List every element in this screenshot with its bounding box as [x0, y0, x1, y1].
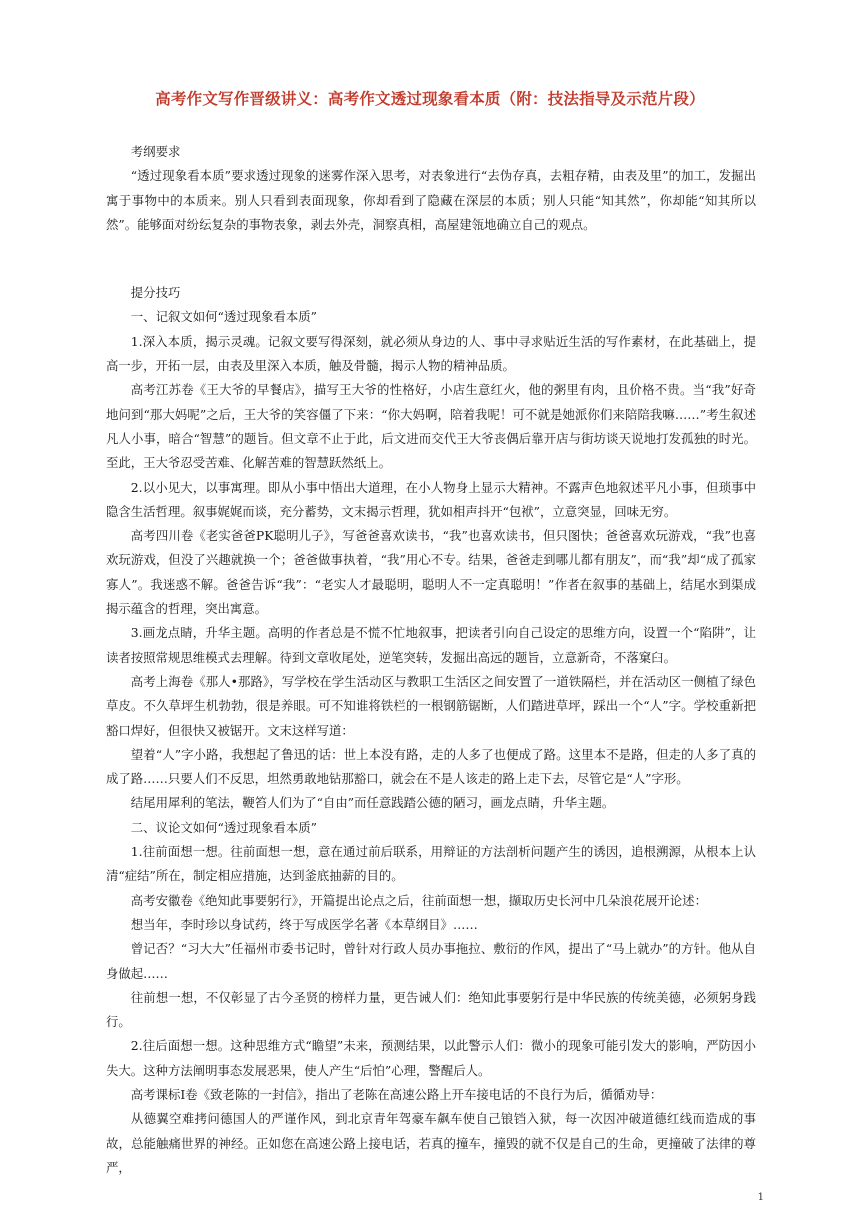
paragraph: 1.深入本质，揭示灵魂。记叙文要写得深刻，就必须从身边的人、事中寻求贴近生活的写作素材，在此基础上，提高一步，开拓一层，由表及里深入本质，触及骨髓，揭示人物的精神品质。 [106, 333, 756, 374]
paragraph: 往前想一想，不仅彰显了古今圣贤的榜样力量，更告诫人们：绝知此事要躬行是中华民族的传统美德，必须躬身践行。 [106, 989, 756, 1030]
paragraph: 望着“人”字小路，我想起了鲁迅的话：世上本没有路，走的人多了也便成了路。这里本不是路，但走的人多了真的成了路……只要人们不反思，坦然勇敢地钻那豁口，就会在不是人该走的路上走下去，尽管它是“人”字形。 [106, 746, 756, 787]
page-number: 1 [757, 1192, 764, 1203]
paragraph: 高考上海卷《那人•那路》，写学校在学生活动区与教职工生活区之间安置了一道铁隔栏，并在活动区一侧植了绿色草皮。不久草坪生机勃勃，很是养眼。可不知谁将铁栏的一根钢筋锯断，人们踏进草坪，踩出一个“人”字。学校重新把豁口焊好，但很快又被锯开。文末这样写道： [106, 673, 756, 738]
paragraph: “透过现象看本质”要求透过现象的迷雾作深入思考，对表象进行“去伪存真，去粗存精，由表及里”的加工，发掘出寓于事物中的本质来。别人只看到表面现象，你却看到了隐藏在深层的本质；别人只能“知其然”，你却能“知其所以然”。能够面对纷纭复杂的事物表象，剥去外壳，洞察真相，高屋建瓴地确立自己的观点。 [106, 168, 756, 232]
section-heading-requirements: 考纲要求 [130, 144, 181, 159]
paragraph: 3.画龙点睛，升华主题。高明的作者总是不慌不忙地叙事，把读者引向自己设定的思维方向，设置一个“陷阱”，让读者按照常规思维模式去理解。待到文章收尾处，逆笔突转，发掘出高远的题旨，立意新奇，不落窠臼。 [106, 625, 756, 665]
document-body [106, 140, 756, 1180]
paragraph: 2.以小见大，以事寓理。即从小事中悟出大道理，在小人物身上显示大精神。不露声色地叙述平凡小事，但琐事中隐含生活哲理。叙事娓娓而谈，充分蓄势，文末揭示哲理，犹如相声抖开“包袱”，立意突显，回味无穷。 [106, 479, 756, 519]
paragraph: 从德翼空难拷问德国人的严谨作风，到北京青年驾豪车飙车使自己锒铛入狱，每一次因冲破道德红线而造成的事故，总能触痛世界的神经。正如您在高速公路上接电话，若真的撞车，撞毁的就不仅是自己的生命，更撞破了法律的尊严， [106, 1111, 756, 1175]
paragraph: 想当年，李时珍以身试药，终于写成医学名著《本草纲目》…… [130, 916, 478, 932]
paragraph-list [106, 305, 756, 1180]
section-heading-tips: 提分技巧 [130, 285, 181, 301]
paragraph: 高考课标Ⅰ卷《致老陈的一封信》，指出了老陈在高速公路上开车接电话的不良行为后，循循劝导： [130, 1086, 663, 1102]
paragraph: 2.往后面想一想。这种思维方式“瞻望”未来，预测结果，以此警示人们：微小的现象可能引发大的影响，严防因小失大。这种方法阐明事态发展恶果，使人产生“后怕”心理，警醒后人。 [106, 1038, 756, 1078]
paragraph: 曾记否？“习大大”任福州市委书记时，曾针对行政人员办事拖拉、敷衍的作风，提出了“马上就办”的方针。他从自身做起…… [106, 941, 756, 981]
paragraph: 高考安徽卷《绝知此事要躬行》，开篇提出论点之后，往前面想一想，撷取历史长河中几朵浪花展开论述： [130, 892, 707, 908]
paragraph: 高考江苏卷《王大爷的早餐店》，描写王大爷的性格好，小店生意红火，他的粥里有肉，且价格不贵。当“我”好奇地问到“那大妈呢”之后，王大爷的笑容僵了下来：“你大妈啊，陪着我呢！可不就是她派你们来陪陪我嘛……”考生叙述凡人小事，暗合“智慧”的题旨。但文章不止于此，后文进而交代王大爷丧偶后靠开店与街坊谈天说地打发孤独的时光。至此，王大爷忍受苦难、化解苦难的智慧跃然纸上。 [106, 382, 756, 471]
paragraph: 一、记叙文如何“透过现象看本质” [130, 309, 317, 325]
paragraph: 1.往前面想一想。往前面想一想，意在通过前后联系，用辩证的方法剖析问题产生的诱因，追根溯源，从根本上认清“症结”所在，制定相应措施，达到釜底抽薪的目的。 [106, 844, 756, 884]
paragraph: 结尾用犀利的笔法，鞭笞人们为了“自由”而任意践踏公德的陋习，画龙点睛，升华主题。 [130, 795, 615, 811]
paragraph: 二、议论文如何“透过现象看本质” [130, 819, 317, 835]
paragraph: 高考四川卷《老实爸爸PK聪明儿子》，写爸爸喜欢读书，“我”也喜欢读书，但只图快；爸爸喜欢玩游戏，“我”也喜欢玩游戏，但没了兴趣就换一个；爸爸做事执着，“我”用心不专。结果，爸爸走到哪儿都有朋友”，而“我”却“成了孤家寡人”。我迷惑不解。爸爸告诉“我”：“老实人才最聪明，聪明人不一定真聪明！”作者在叙事的基础上，结尾水到渠成揭示蕴含的哲理，突出寓意。 [106, 528, 756, 617]
document-title: 高考作文写作晋级讲义：高考作文透过现象看本质（附：技法指导及示范片段） [155, 90, 705, 108]
